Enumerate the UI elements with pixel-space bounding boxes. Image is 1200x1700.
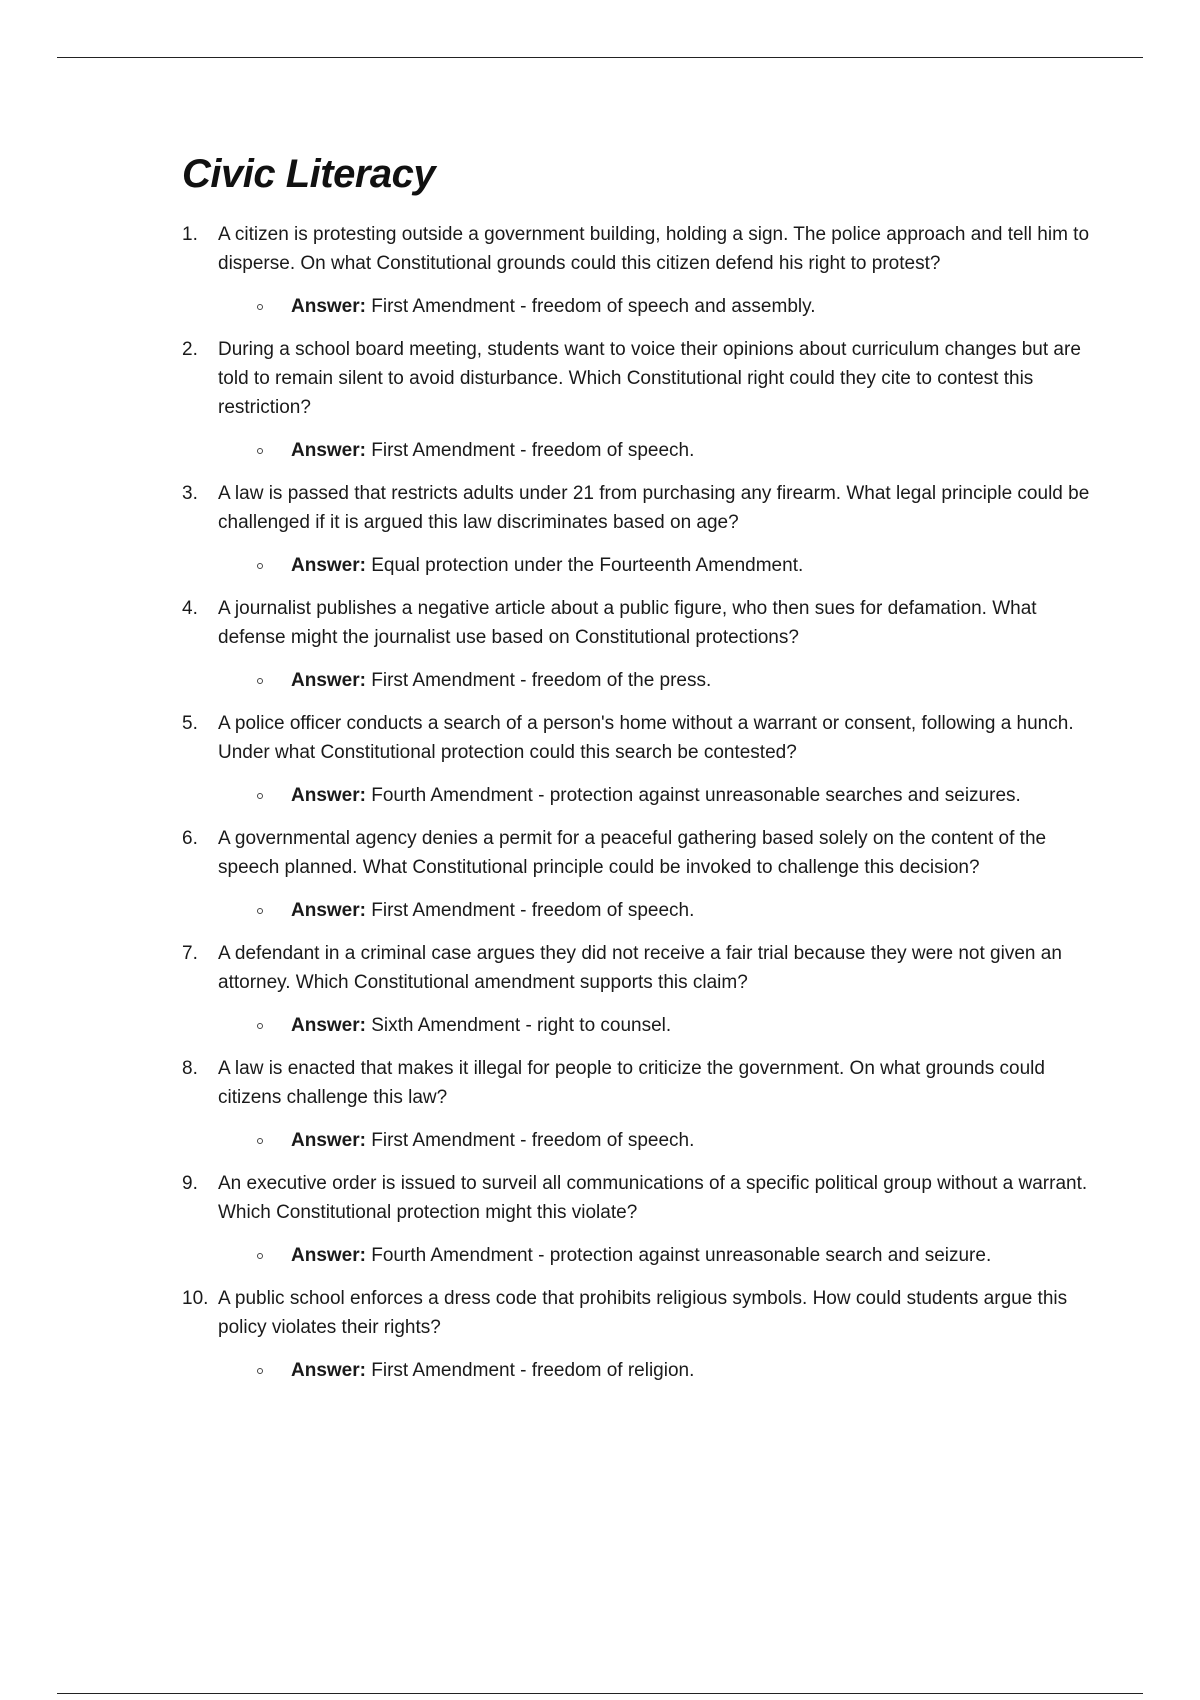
answer-text: First Amendment - freedom of religion. bbox=[371, 1360, 695, 1381]
answer-label: Answer: bbox=[291, 1245, 366, 1266]
hollow-bullet-icon bbox=[257, 793, 263, 799]
question-number: 6. bbox=[182, 828, 198, 849]
question-item bbox=[182, 1169, 1102, 1270]
question-text: A law is enacted that makes it illegal for people to criticize the government. On what grounds could citizens challenge this law? bbox=[218, 1058, 1045, 1108]
answer-label: Answer: bbox=[291, 785, 366, 806]
hollow-bullet-icon bbox=[257, 1023, 263, 1029]
answer-label: Answer: bbox=[291, 1130, 366, 1151]
question-item bbox=[182, 1054, 1102, 1155]
hollow-bullet-icon bbox=[257, 448, 263, 454]
answer-label: Answer: bbox=[291, 900, 366, 921]
answer-text: First Amendment - freedom of speech. bbox=[371, 440, 695, 461]
answer-text: First Amendment - freedom of speech. bbox=[371, 1130, 695, 1151]
top-divider bbox=[57, 57, 1143, 58]
question-item bbox=[182, 709, 1102, 810]
document-body bbox=[182, 150, 1102, 1399]
question-number: 8. bbox=[182, 1058, 198, 1079]
question-text: A police officer conducts a search of a person's home without a warrant or consent, following a hunch. Under what Constitutional protection could this search be contested? bbox=[218, 713, 1074, 763]
question-number: 1. bbox=[182, 224, 198, 245]
answer-line bbox=[291, 781, 1102, 810]
question-number: 9. bbox=[182, 1173, 198, 1194]
answer-text: Fourth Amendment - protection against unreasonable search and seizure. bbox=[371, 1245, 992, 1266]
question-item bbox=[182, 1284, 1102, 1385]
answer-line bbox=[291, 292, 1102, 321]
answer-line bbox=[291, 1241, 1102, 1270]
question-list bbox=[182, 220, 1102, 1385]
hollow-bullet-icon bbox=[257, 563, 263, 569]
answer-line bbox=[291, 896, 1102, 925]
question-number: 7. bbox=[182, 943, 198, 964]
question-item bbox=[182, 335, 1102, 465]
answer-label: Answer: bbox=[291, 440, 366, 461]
question-item bbox=[182, 220, 1102, 321]
answer-text: Fourth Amendment - protection against unreasonable searches and seizures. bbox=[371, 785, 1021, 806]
question-text: A citizen is protesting outside a government building, holding a sign. The police approach and tell him to disperse. On what Constitutional grounds could this citizen defend his right to protest? bbox=[218, 224, 1090, 274]
answer-text: Equal protection under the Fourteenth Amendment. bbox=[371, 555, 804, 576]
answer-label: Answer: bbox=[291, 670, 366, 691]
answer-text: First Amendment - freedom of speech and assembly. bbox=[371, 296, 816, 317]
hollow-bullet-icon bbox=[257, 1138, 263, 1144]
answer-line bbox=[291, 436, 1102, 465]
answer-text: First Amendment - freedom of the press. bbox=[371, 670, 712, 691]
question-text: A law is passed that restricts adults under 21 from purchasing any firearm. What legal principle could be challenged if it is argued this law discriminates based on age? bbox=[218, 483, 1090, 533]
question-text: An executive order is issued to surveil all communications of a specific political group without a warrant. Which Constitutional protection might this violate? bbox=[218, 1173, 1088, 1223]
hollow-bullet-icon bbox=[257, 1368, 263, 1374]
question-text: A public school enforces a dress code that prohibits religious symbols. How could students argue this policy violates their rights? bbox=[218, 1288, 1068, 1338]
answer-label: Answer: bbox=[291, 1015, 366, 1036]
question-number: 4. bbox=[182, 598, 198, 619]
hollow-bullet-icon bbox=[257, 908, 263, 914]
document-title: Civic Literacy bbox=[182, 152, 436, 196]
hollow-bullet-icon bbox=[257, 1253, 263, 1259]
answer-label: Answer: bbox=[291, 296, 366, 317]
answer-line bbox=[291, 1011, 1102, 1040]
question-text: A governmental agency denies a permit for a peaceful gathering based solely on the content of the speech planned. What Constitutional principle could be invoked to challenge this decision? bbox=[218, 828, 1047, 878]
question-number: 2. bbox=[182, 339, 198, 360]
hollow-bullet-icon bbox=[257, 678, 263, 684]
question-text: A defendant in a criminal case argues they did not receive a fair trial because they were not given an attorney. Which Constitutional amendment supports this claim? bbox=[218, 943, 1062, 993]
answer-text: Sixth Amendment - right to counsel. bbox=[371, 1015, 672, 1036]
answer-label: Answer: bbox=[291, 1360, 366, 1381]
question-number: 3. bbox=[182, 483, 198, 504]
hollow-bullet-icon bbox=[257, 304, 263, 310]
question-item bbox=[182, 939, 1102, 1040]
answer-text: First Amendment - freedom of speech. bbox=[371, 900, 695, 921]
answer-line bbox=[291, 1356, 1102, 1385]
question-item bbox=[182, 594, 1102, 695]
question-number: 10. bbox=[182, 1288, 209, 1309]
answer-line bbox=[291, 666, 1102, 695]
question-item bbox=[182, 479, 1102, 580]
question-text: A journalist publishes a negative article about a public figure, who then sues for defamation. What defense might the journalist use based on Constitutional protections? bbox=[218, 598, 1037, 648]
bottom-divider bbox=[57, 1693, 1143, 1694]
question-number: 5. bbox=[182, 713, 198, 734]
question-item bbox=[182, 824, 1102, 925]
answer-line bbox=[291, 1126, 1102, 1155]
answer-label: Answer: bbox=[291, 555, 366, 576]
answer-line bbox=[291, 551, 1102, 580]
question-text: During a school board meeting, students want to voice their opinions about curriculum changes but are told to remain silent to avoid disturbance. Which Constitutional right could they cite to contest this restriction? bbox=[218, 339, 1081, 418]
